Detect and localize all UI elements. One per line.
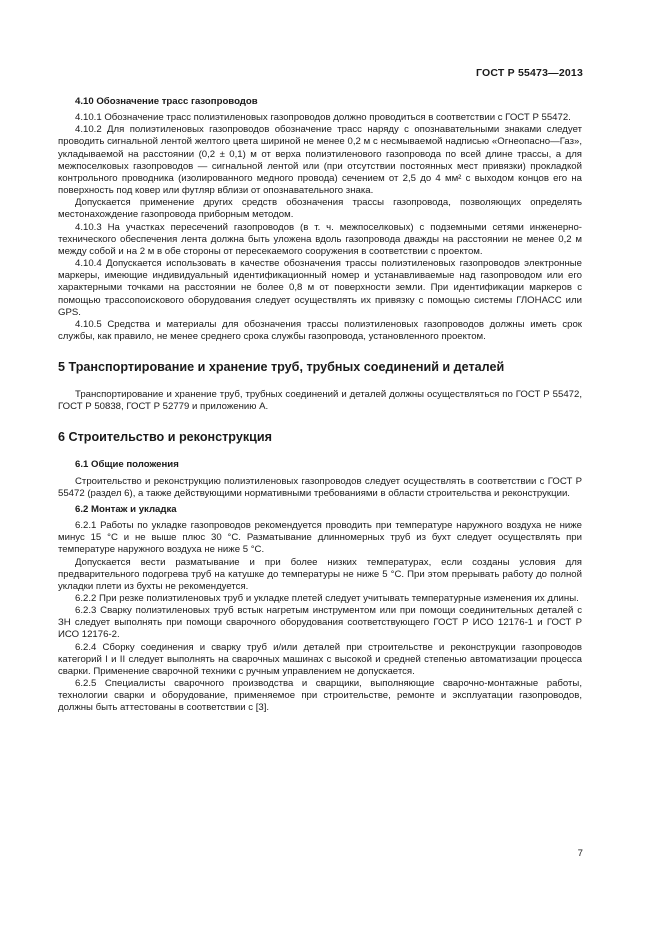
section-6-2-heading: 6.2 Монтаж и укладка: [75, 503, 177, 515]
paragraph-6-2-4: 6.2.4 Сборку соединения и сварку труб и/или деталей при строительстве и реконструкции газопроводов категорий I и II следует выполнять на сварочных машинах с высокой и средней степенью автоматизации процесса сварки. Применение сварочной техники с ручным управлением не допускается.: [58, 641, 582, 677]
paragraph-6-2-3: 6.2.3 Сварку полиэтиленовых труб встык нагретым инструментом или при помощи соединительных деталей с ЗН следует выполнять при помощи сварочного оборудования соответствующего ГОСТ Р ИСО 12176-1 и ГОСТ Р ИСО 12176-2.: [58, 605, 582, 641]
paragraph-4-10-1: 4.10.1 Обозначение трасс полиэтиленовых газопроводов должно проводиться в соответствии с ГОСТ Р 55472.: [75, 112, 571, 124]
paragraph-4-10-5: 4.10.5 Средства и материалы для обозначения трассы полиэтиленовых газопроводов должны иметь срок службы, как правило, не менее среднего срока службы газопровода, установленного проектом.: [58, 318, 582, 342]
paragraph-6-2-1-note: Допускается вести разматывание и при более низких температурах, если созданы условия для предварительного подогрева труб на катушке до температуры не ниже 5 °С. При этом прерывать работу до полной укладки плети из бухты не рекомендуется.: [58, 556, 582, 592]
paragraph-5-body: Транспортирование и хранение труб, трубных соединений и деталей должны осуществляться по ГОСТ Р 55472, ГОСТ Р 50838, ГОСТ Р 52779 и приложению А.: [58, 389, 582, 413]
paragraph-4-10-4: 4.10.4 Допускается использовать в качестве обозначения трассы полиэтиленовых газопроводов электронные маркеры, имеющие индивидуальный идентификационный номер и устанавливаемые над газопроводом или его характерными точками на расстоянии не более 0,8 м от поверхности земли. При идентификации маркеров с помощью трассопоискового оборудования следует осуществлять их привязку с помощью системы ГЛОНАСС или GPS.: [58, 258, 582, 318]
paragraph-6-1-body: Строительство и реконструкцию полиэтиленовых газопроводов следует осуществлять в соответствии с ГОСТ Р 55472 (раздел 6), а также действующими нормативными требованиями в области строительства и реконструкции.: [58, 475, 582, 499]
page-content: [58, 96, 582, 715]
section-6-heading: 6 Строительство и реконструкция: [58, 430, 272, 445]
paragraph-4-10-2: 4.10.2 Для полиэтиленовых газопроводов обозначение трасс наряду с опознавательными знаками следует проводить сигнальной лентой желтого цвета шириной не менее 0,2 м с несмываемой надписью «Огнеопасно—Газ», укладываемой на расстоянии (0,2 ± 0,1) м от верха полиэтиленового газопровода по всей длине трассы, а для межпоселковых газопроводов — сигнальной лентой или (при отсутствии постоянных мест привязки) прокладкой контрольного проводника (изолированного медного провода) сечением от 2,5 до 4 мм² с выходом концов его на поверхность под ковер или футляр вблизи от опознавательного знака.: [58, 124, 582, 197]
paragraph-4-10-3: 4.10.3 На участках пересечений газопроводов (в т. ч. межпоселковых) с подземными сетями инженерно-технического обеспечения лента должна быть уложена вдоль газопровода дважды на расстоянии не менее 0,2 м между собой и на 2 м в обе стороны от пересекаемого сооружения в соответствии с проектом.: [58, 221, 582, 257]
page-number: 7: [577, 848, 583, 859]
section-6-1-heading: 6.1 Общие положения: [75, 459, 179, 471]
paragraph-4-10-2-note: Допускается применение других средств обозначения трассы газопровода, позволяющих определять местонахождение газопровода приборным методом.: [58, 197, 582, 221]
paragraph-6-2-2: 6.2.2 При резке полиэтиленовых труб и укладке плетей следует учитывать температурные изменения их длины.: [75, 593, 579, 604]
section-4-10-heading: 4.10 Обозначение трасс газопроводов: [75, 96, 258, 107]
section-5-heading: 5 Транспортирование и хранение труб, трубных соединений и деталей: [58, 360, 505, 375]
paragraph-6-2-5: 6.2.5 Специалисты сварочного производства и сварщики, выполняющие сварочно-монтажные работы, технологии сварки и оборудование, применяемое при строительстве, ремонте и эксплуатации газопроводов, должны быть аттестованы в соответствии с [3].: [58, 678, 582, 714]
document-id-header: ГОСТ Р 55473—2013: [475, 67, 583, 79]
paragraph-6-2-1: 6.2.1 Работы по укладке газопроводов рекомендуется проводить при температуре наружного воздуха не ниже минус 15 °С и не выше плюс 30 °С. Разматывание длинномерных труб из бухт следует осуществлять при температуре наружного воздуха не ниже 5 °С.: [58, 520, 582, 556]
